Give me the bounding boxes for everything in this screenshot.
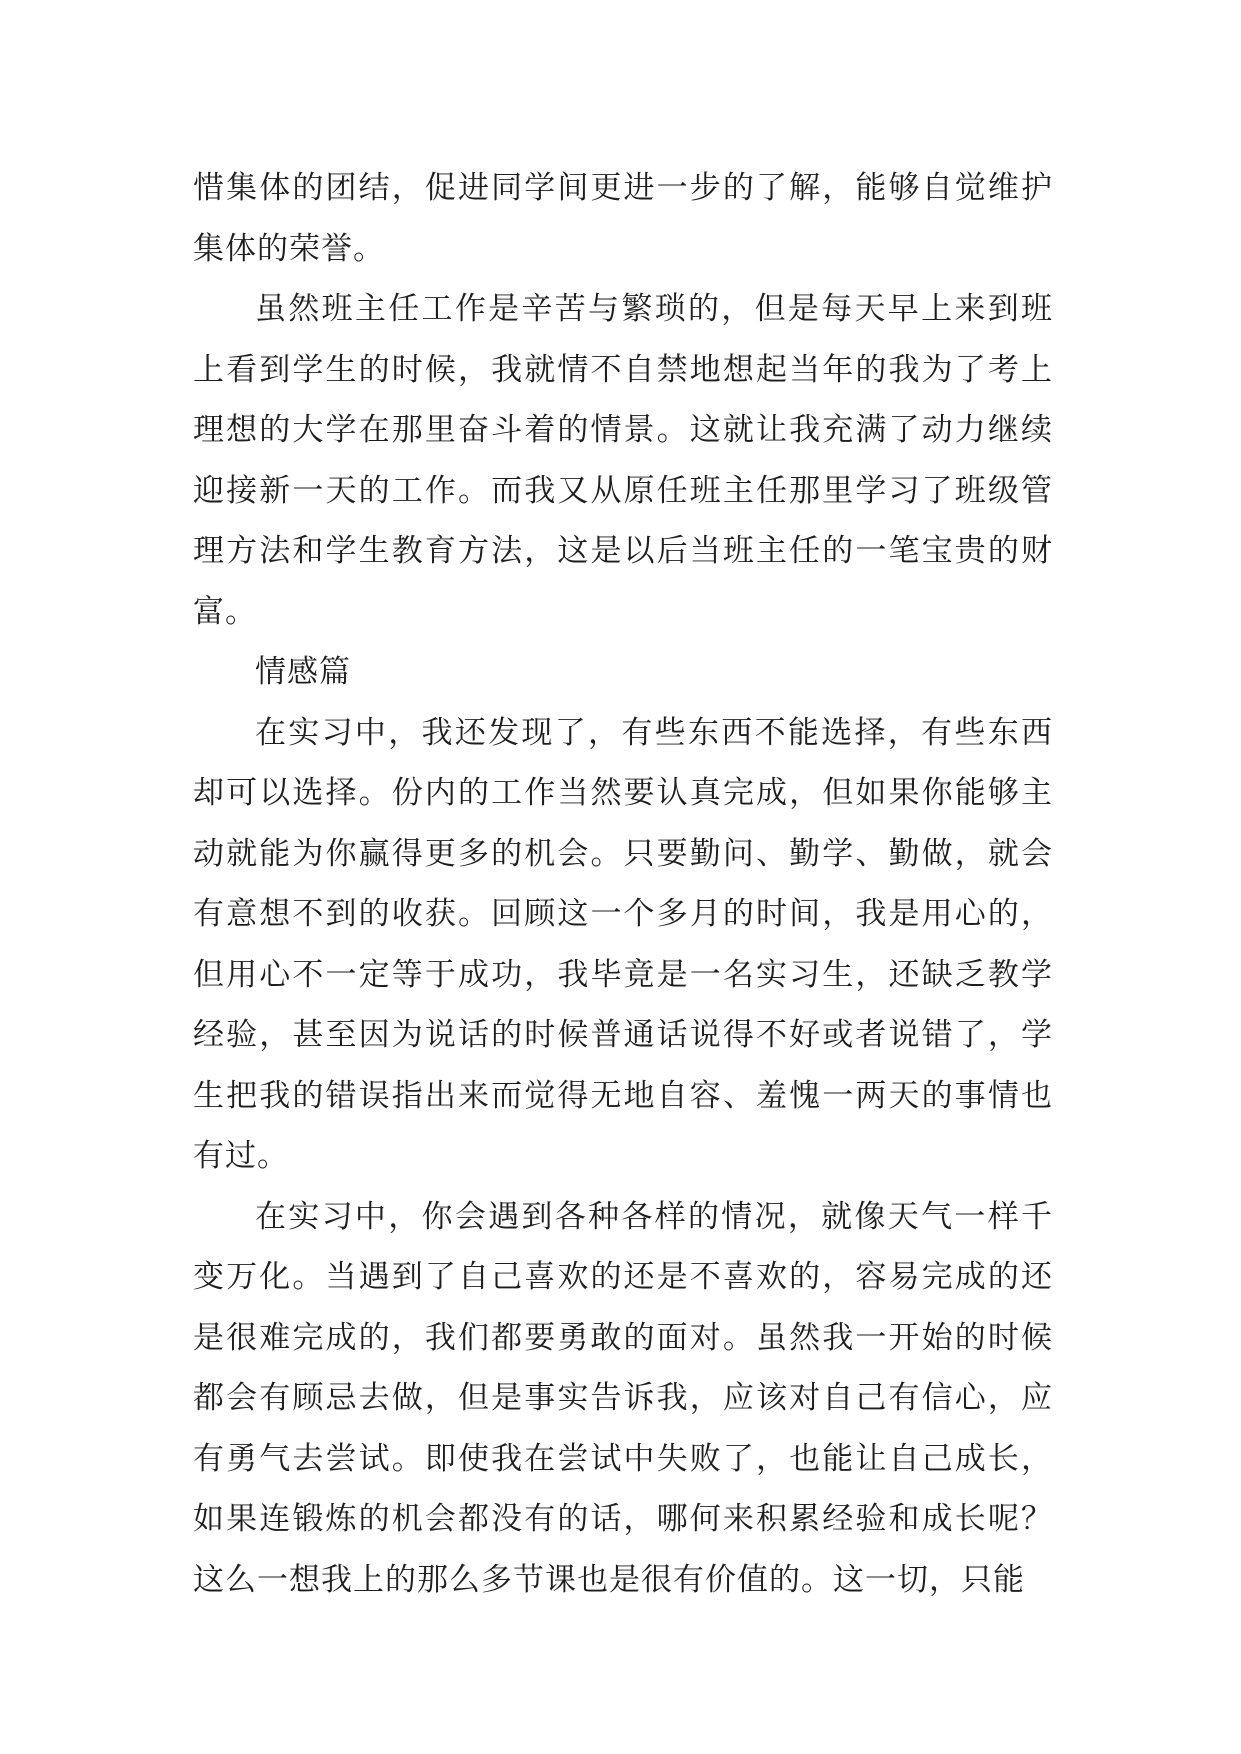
paragraph-internship-choices: 在实习中，我还发现了，有些东西不能选择，有些东西却可以选择。份内的工作当然要认真完成，但如果你能够主动就能为你赢得更多的机会。只要勤问、勤学、勤做，就会有意想不到的收获。回顾这一个多月的时间，我是用心的，但用心不一定等于成功，我毕竟是一名实习生，还缺乏教学经验，甚至因为说话的时候普通话说得不好或者说错了，学生把我的错误指出来而觉得无地自容、羞愧一两天的事情也有过。 xyxy=(193,714,1053,1174)
document-body xyxy=(193,158,1053,1610)
paragraph-continuation: 惜集体的团结，促进同学间更进一步的了解，能够自觉维护集体的荣誉。 xyxy=(193,170,1053,267)
section-heading-emotion: 情感篇 xyxy=(255,654,351,690)
paragraph-internship-situations: 在实习中，你会遇到各种各样的情况，就像天气一样千变万化。当遇到了自己喜欢的还是不喜欢的，容易完成的还是很难完成的，我们都要勇敢的面对。虽然我一开始的时候都会有顾忌去做，但是事实告诉我，应该对自己有信心，应有勇气去尝试。即使我在尝试中失败了，也能让自己成长，如果连锻炼的机会都没有的话，哪何来积累经验和成长呢？这么一想我上的那么多节课也是很有价值的。这一切，只能 xyxy=(193,1198,1053,1598)
paragraph-head-teacher-work: 虽然班主任工作是辛苦与繁琐的，但是每天早上来到班上看到学生的时候，我就情不自禁地想起当年的我为了考上理想的大学在那里奋斗着的情景。这就让我充满了动力继续迎接新一天的工作。而我又从原任班主任那里学习了班级管理方法和学生教育方法，这是以后当班主任的一笔宝贵的财富。 xyxy=(193,291,1053,630)
